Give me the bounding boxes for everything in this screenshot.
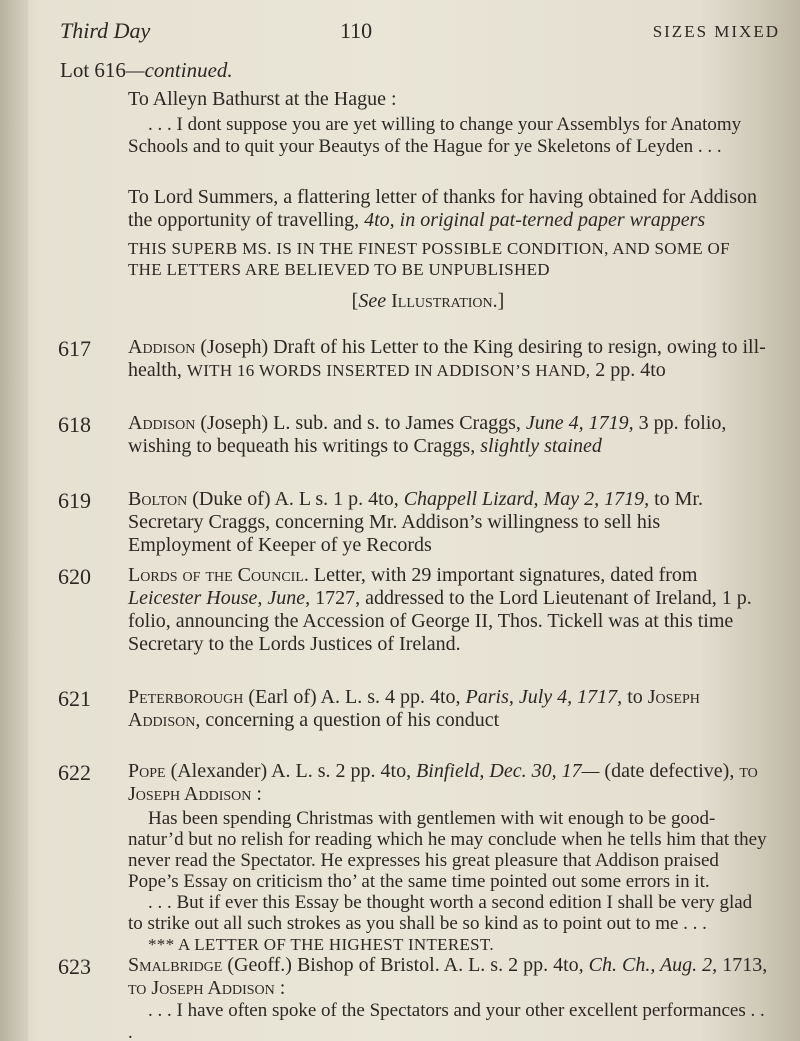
lot-620-place: Leicester House, June, bbox=[128, 587, 311, 609]
lot-622-author: Pope bbox=[128, 760, 166, 782]
lot-621-text: (Earl of) A. L. s. 4 pp. 4to, bbox=[248, 686, 461, 708]
page-binding-edge bbox=[0, 0, 28, 1041]
lot-619-author: Bolton bbox=[128, 488, 188, 510]
lot-623-author: Smalbridge bbox=[128, 954, 223, 976]
lot-621-tail: concerning a question of his conduct bbox=[205, 709, 500, 731]
lot-621-entry bbox=[128, 686, 768, 732]
lot-623-quote-block bbox=[128, 1000, 768, 1041]
lot-618-tail: slightly stained bbox=[480, 435, 602, 457]
lot-616-line2 bbox=[128, 186, 768, 232]
lot-623-text2: 1713, bbox=[722, 954, 768, 976]
lot-619-number: 619 bbox=[58, 488, 91, 513]
lot-616-see: [See Illustration.] bbox=[351, 290, 505, 312]
lot-622-caps: to Joseph Addison : bbox=[128, 760, 758, 805]
lot-620-number: 620 bbox=[58, 564, 91, 589]
see-label: See bbox=[358, 290, 387, 312]
lot-618-date: June 4, 1719, bbox=[525, 412, 634, 434]
lot-622-body: Has been spending Christmas with gentlemen with wit enough to be good-natur’d but no relish for reading which he may conclude when he tells him that they never read the Spectator. He expresses his great pleasure that Addison praised Pope’s Essay on criticism tho’ at the same time pointed out some errors in it. bbox=[128, 808, 767, 892]
lot-617-entry bbox=[128, 336, 768, 382]
lot-616-superb: THIS SUPERB MS. IS IN THE FINEST POSSIBLE CONDITION, AND SOME OF THE LETTERS ARE BELIEVED TO BE UNPUBLISHED bbox=[128, 239, 730, 279]
lot-622-text: (Alexander) A. L. s. 2 pp. 4to, bbox=[170, 760, 412, 782]
lot-622-text2: (date defective), bbox=[604, 760, 735, 782]
lot-617-number: 617 bbox=[58, 336, 91, 361]
running-header-right: SIZES MIXED bbox=[652, 22, 780, 41]
lot-617-caps: WITH 16 WORDS INSERTED IN ADDISON’S HAND, bbox=[186, 361, 591, 380]
lot-618-author: Addison bbox=[128, 412, 196, 434]
lot-622-quote: . . . But if ever this Essay be thought worth a second edition I shall be very glad to strike out all such strokes as you shall be so kind as to point out to me . . . bbox=[128, 892, 753, 934]
lot-618-entry bbox=[128, 412, 768, 458]
see-reference: Illustration. bbox=[391, 290, 498, 312]
lot-623-text: (Geoff.) Bishop of Bristol. A. L. s. 2 pp. 4to, bbox=[227, 954, 584, 976]
lot-621-author: Peterborough bbox=[128, 686, 244, 708]
lot-622-number: 622 bbox=[58, 760, 91, 785]
lot-622-place: Binfield, Dec. 30, 17— bbox=[416, 760, 600, 782]
lot-620-text2: 1727, addressed to the Lord Lieutenant of Ireland, 1 p. folio, announcing the Accession of George II, Thos. Tickell was at this time Secretary to the Lords Justices of Ireland. bbox=[128, 587, 752, 655]
lot-622-body-block bbox=[128, 808, 768, 955]
lot-623-number: 623 bbox=[58, 954, 91, 979]
lot-617-text: (Joseph) Draft of his Letter to the King desiring to resign, owing to ill-health, bbox=[128, 336, 766, 381]
running-header-left: Third Day bbox=[60, 18, 151, 43]
lot-622-entry bbox=[128, 760, 768, 806]
lot-623-place: Ch. Ch., Aug. 2, bbox=[588, 954, 718, 976]
lot-620-author: Lords of the Council. bbox=[128, 564, 309, 586]
lot-621-place: Paris, July 4, 1717, bbox=[465, 686, 623, 708]
lot-617-tail: 2 pp. 4to bbox=[595, 359, 666, 381]
lot-623-quote: . . . I have often spoke of the Spectators and your other excellent performances . . . bbox=[128, 1000, 765, 1041]
lot-618-text2: 3 pp. folio, wishing to bequeath his writings to Craggs, bbox=[128, 412, 727, 457]
lot-heading bbox=[60, 58, 233, 83]
lot-616-quote-text: . . . I dont suppose you are yet willing to change your Assemblys for Anatomy Schools and to quit your Beautys of the Hague for ye Skeletons of Leyden . . . bbox=[128, 114, 742, 157]
lot-616-line1: To Alleyn Bathurst at the Hague : bbox=[128, 88, 397, 110]
lot-continued: —continued. bbox=[125, 58, 233, 82]
lot-622-note: *** A LETTER OF THE HIGHEST INTEREST. bbox=[148, 935, 494, 954]
lot-621-caps: Joseph Addison, bbox=[128, 686, 700, 731]
lot-616-line2-italic: 4to, in original pat-terned paper wrappers bbox=[364, 209, 706, 231]
lot-623-caps: to Joseph Addison : bbox=[128, 977, 286, 999]
lot-619-text2: to Mr. Secretary Craggs, concerning Mr. Addison’s willingness to sell his Employment of Keeper of ye Records bbox=[128, 488, 703, 556]
lot-label: Lot 616 bbox=[60, 58, 126, 82]
lot-621-number: 621 bbox=[58, 686, 91, 711]
lot-619-text: (Duke of) A. L s. 1 p. 4to, bbox=[192, 488, 399, 510]
lot-617-author: Addison bbox=[128, 336, 196, 358]
lot-623-entry bbox=[128, 954, 768, 1000]
lot-621-text2: to bbox=[627, 686, 643, 708]
lot-620-text: Letter, with 29 important signatures, dated from bbox=[313, 564, 698, 586]
lot-619-entry bbox=[128, 488, 768, 557]
lot-616-line2-text: To Lord Summers, a flattering letter of thanks for having obtained for Addison the opportunity of travelling, bbox=[128, 186, 758, 231]
lot-618-text: (Joseph) L. sub. and s. to James Craggs, bbox=[200, 412, 521, 434]
lot-616-quote bbox=[128, 114, 768, 158]
lot-618-number: 618 bbox=[58, 412, 91, 437]
lot-620-entry bbox=[128, 564, 768, 656]
lot-619-place: Chappell Lizard, May 2, 1719, bbox=[403, 488, 650, 510]
page-number: 110 bbox=[340, 18, 373, 43]
